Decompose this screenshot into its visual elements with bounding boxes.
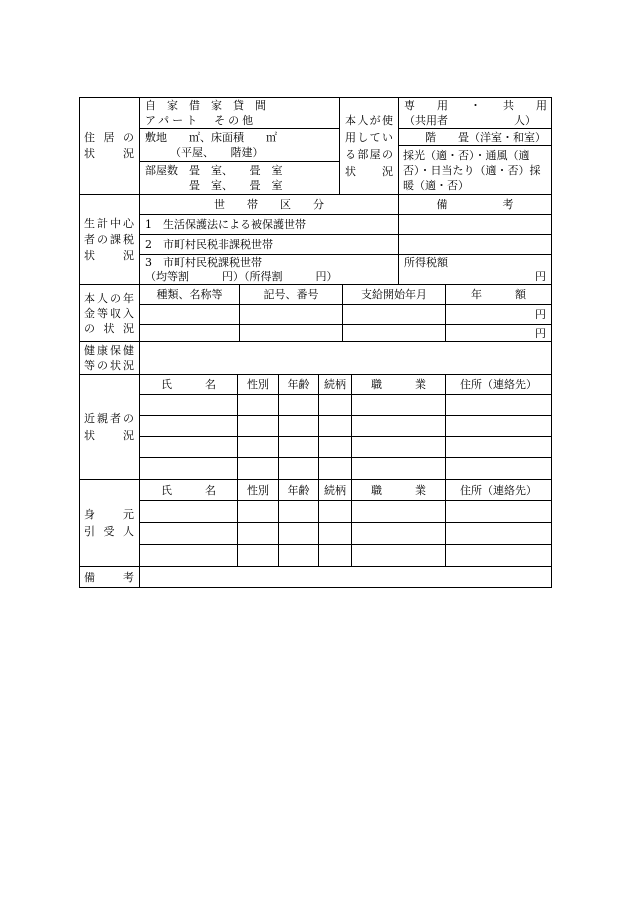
- relatives-row-1-relation-cell: [319, 395, 352, 416]
- relatives-row-2-relation-cell: [319, 416, 352, 437]
- tax-header-remarks: 備 考: [436, 198, 514, 211]
- housing-type-cell: [140, 97, 340, 129]
- tax-row-2-remark-cell: [399, 235, 552, 255]
- room-usage-line-1: 専 用 ・ 共 用: [404, 98, 547, 112]
- pension-row-1-unit: 円: [535, 308, 546, 321]
- guarantor-header-age: 年齢: [287, 483, 310, 497]
- relatives-row-2-sex-cell: [238, 416, 279, 437]
- tax-row-3-cell: [140, 255, 399, 285]
- relatives-row-3-sex-cell: [238, 437, 279, 458]
- pension-header-type-cell: [140, 285, 240, 305]
- guarantor-row-3-name-cell: [140, 545, 238, 567]
- pension-row-1-number-cell: [240, 305, 343, 325]
- health-label-line-2: 等の状況: [84, 359, 134, 372]
- tax-row-1-cell: [140, 215, 399, 235]
- pension-header-start-cell: [343, 285, 446, 305]
- relatives-header-name: 氏 名: [161, 378, 216, 391]
- pension-row-2-start-cell: [343, 325, 446, 342]
- pension-header-start: 支給開始年月: [361, 288, 427, 301]
- guarantor-row-3-address-cell: [446, 545, 552, 567]
- room-conditions-cell: [399, 146, 552, 195]
- room-tatami-cell: [399, 129, 552, 146]
- guarantor-row-2-relation-cell: [319, 523, 352, 545]
- relatives-header-relation: 続柄: [324, 378, 346, 391]
- guarantor-row-2-address-cell: [446, 523, 552, 545]
- relatives-row-2-occupation-cell: [352, 416, 446, 437]
- pension-label-cell: [79, 285, 140, 342]
- remarks-label: 備 考: [84, 570, 134, 584]
- guarantor-label-line-1: 身 元: [84, 508, 134, 521]
- relatives-row-1-age-cell: [279, 395, 319, 416]
- room-label-cell: [340, 97, 399, 195]
- tax-label-cell: [79, 195, 140, 285]
- guarantor-row-3-age-cell: [279, 545, 319, 567]
- guarantor-row-2-occupation-cell: [352, 523, 446, 545]
- income-tax-label: 所得税額: [404, 255, 448, 269]
- relatives-row-1-address-cell: [446, 395, 552, 416]
- tax-label-line-1: 生計中心: [84, 216, 134, 230]
- relatives-row-2-address-cell: [446, 416, 552, 437]
- guarantor-header-occupation: 職 業: [371, 483, 426, 497]
- pension-row-1-type-cell: [140, 305, 240, 325]
- guarantor-label-cell: [79, 480, 140, 567]
- pension-row-2-type-cell: [140, 325, 240, 342]
- relatives-header-age: 年齢: [287, 378, 310, 391]
- relatives-row-2-age-cell: [279, 416, 319, 437]
- relatives-row-4-occupation-cell: [352, 458, 446, 480]
- relatives-header-sex-cell: [238, 375, 279, 395]
- housing-area-line-2: （平屋、 階建）: [170, 146, 264, 159]
- relatives-row-1-occupation-cell: [352, 395, 446, 416]
- relatives-header-age-cell: [279, 375, 319, 395]
- health-label-cell: [79, 342, 140, 375]
- pension-label-line-3: の 状 況: [84, 321, 134, 335]
- housing-label-line-1: 住 居 の: [84, 130, 134, 144]
- relatives-row-4-name-cell: [140, 458, 238, 480]
- guarantor-row-1-address-cell: [446, 501, 552, 523]
- tax-row-3-remark-cell: [399, 255, 552, 285]
- guarantor-row-3-occupation-cell: [352, 545, 446, 567]
- pension-header-type: 種類、名称等: [156, 288, 223, 301]
- pension-header-amount: 年 額: [471, 288, 526, 301]
- housing-type-line-2: アパート その他: [145, 113, 257, 127]
- relatives-row-4-address-cell: [446, 458, 552, 480]
- tax-header-category-cell: [140, 195, 399, 215]
- room-tatami-text: 階 畳（洋室・和室）: [425, 130, 546, 144]
- relatives-header-address-cell: [446, 375, 552, 395]
- relatives-row-1-name-cell: [140, 395, 238, 416]
- housing-label-line-2: 状 況: [84, 146, 134, 160]
- room-conditions-line-3: 暖（適・否）: [403, 178, 469, 192]
- tax-header-remarks-cell: [399, 195, 552, 215]
- tax-row-3-line-2: （均等割 円）（所得割 円）: [145, 269, 338, 283]
- room-conditions-line-2: 否）・日当たり（適・否）採: [403, 163, 541, 177]
- relatives-row-3-address-cell: [446, 437, 552, 458]
- guarantor-row-1-relation-cell: [319, 501, 352, 523]
- guarantor-row-3-sex-cell: [238, 545, 279, 567]
- relatives-row-3-age-cell: [279, 437, 319, 458]
- guarantor-row-2-sex-cell: [238, 523, 279, 545]
- pension-label-line-1: 本人の年: [84, 291, 134, 305]
- relatives-row-3-relation-cell: [319, 437, 352, 458]
- remarks-content-cell: [140, 567, 552, 588]
- relatives-row-4-sex-cell: [238, 458, 279, 480]
- guarantor-row-2-name-cell: [140, 523, 238, 545]
- guarantor-row-1-name-cell: [140, 501, 238, 523]
- relatives-label-line-2: 状 況: [84, 429, 134, 442]
- housing-area-cell: [140, 129, 340, 162]
- pension-row-2-number-cell: [240, 325, 343, 342]
- tax-label-line-3: 状 況: [84, 248, 134, 262]
- relatives-header-occupation: 職 業: [371, 378, 426, 391]
- health-content-cell: [140, 342, 552, 375]
- housing-area-line-1: 敷地 ㎡、床面積 ㎡: [145, 131, 277, 144]
- tax-row-2-cell: [140, 235, 399, 255]
- pension-row-2-amount-cell: [446, 325, 552, 342]
- guarantor-header-name: 氏 名: [161, 483, 216, 497]
- guarantor-header-occupation-cell: [352, 480, 446, 501]
- pension-row-2-unit: 円: [535, 326, 546, 340]
- health-label-line-1: 健康保健: [84, 344, 134, 357]
- guarantor-header-address: 住所（連絡先）: [460, 483, 537, 497]
- room-label-line-1: 本人が使: [345, 113, 393, 127]
- pension-header-number: 記号、番号: [263, 288, 319, 301]
- pension-row-1-start-cell: [343, 305, 446, 325]
- guarantor-row-1-occupation-cell: [352, 501, 446, 523]
- relatives-label-cell: [79, 375, 140, 480]
- relatives-header-occupation-cell: [352, 375, 446, 395]
- guarantor-header-address-cell: [446, 480, 552, 501]
- guarantor-header-relation: 続柄: [324, 483, 346, 497]
- relatives-row-3-name-cell: [140, 437, 238, 458]
- room-usage-line-2: （共用者 人）: [404, 113, 536, 127]
- guarantor-row-3-relation-cell: [319, 545, 352, 567]
- housing-rooms-cell: [140, 162, 340, 195]
- room-label-line-2: 用してい: [345, 130, 393, 144]
- pension-header-number-cell: [240, 285, 343, 305]
- tax-row-2-text: 2 市町村民税非課税世帯: [145, 238, 273, 251]
- housing-type-line-1: 自 家 借 家 貸 間: [145, 98, 266, 112]
- tax-row-3-line-1: 3 市町村民税課税世帯: [145, 255, 262, 269]
- income-tax-unit: 円: [535, 269, 546, 283]
- guarantor-header-sex: 性別: [247, 483, 269, 497]
- guarantor-header-relation-cell: [319, 480, 352, 501]
- guarantor-header-age-cell: [279, 480, 319, 501]
- relatives-row-2-name-cell: [140, 416, 238, 437]
- guarantor-row-1-age-cell: [279, 501, 319, 523]
- guarantor-row-1-sex-cell: [238, 501, 279, 523]
- tax-row-1-remark-cell: [399, 215, 552, 235]
- relatives-row-4-age-cell: [279, 458, 319, 480]
- relatives-header-name-cell: [140, 375, 238, 395]
- relatives-header-sex: 性別: [247, 378, 269, 391]
- room-label-line-3: る部屋の: [345, 147, 393, 161]
- pension-header-amount-cell: [446, 285, 552, 305]
- remarks-label-cell: [79, 567, 140, 588]
- guarantor-label-line-2: 引 受 人: [84, 525, 134, 538]
- housing-rooms-line-1: 部屋数 畳 室、 畳 室: [145, 164, 283, 177]
- guarantor-header-sex-cell: [238, 480, 279, 501]
- tax-label-line-2: 者の課税: [84, 232, 134, 246]
- relatives-header-relation-cell: [319, 375, 352, 395]
- room-usage-cell: [399, 97, 552, 129]
- housing-rooms-line-2: 畳 室、 畳 室: [189, 179, 283, 192]
- pension-label-line-2: 金等収入: [84, 306, 134, 320]
- room-label-line-4: 状 況: [345, 164, 393, 178]
- relatives-label-line-1: 近親者の: [84, 412, 134, 425]
- room-conditions-line-1: 採光（適・否）・通風（適: [403, 148, 530, 162]
- housing-label-cell: [79, 97, 140, 195]
- tax-header-category: 世 帯 区 分: [214, 198, 324, 211]
- relatives-row-4-relation-cell: [319, 458, 352, 480]
- relatives-header-address: 住所（連絡先）: [460, 378, 537, 391]
- guarantor-row-2-age-cell: [279, 523, 319, 545]
- pension-row-1-amount-cell: [446, 305, 552, 325]
- relatives-row-3-occupation-cell: [352, 437, 446, 458]
- relatives-row-1-sex-cell: [238, 395, 279, 416]
- tax-row-1-text: 1 生活保護法による被保護世帯: [145, 218, 306, 231]
- guarantor-header-name-cell: [140, 480, 238, 501]
